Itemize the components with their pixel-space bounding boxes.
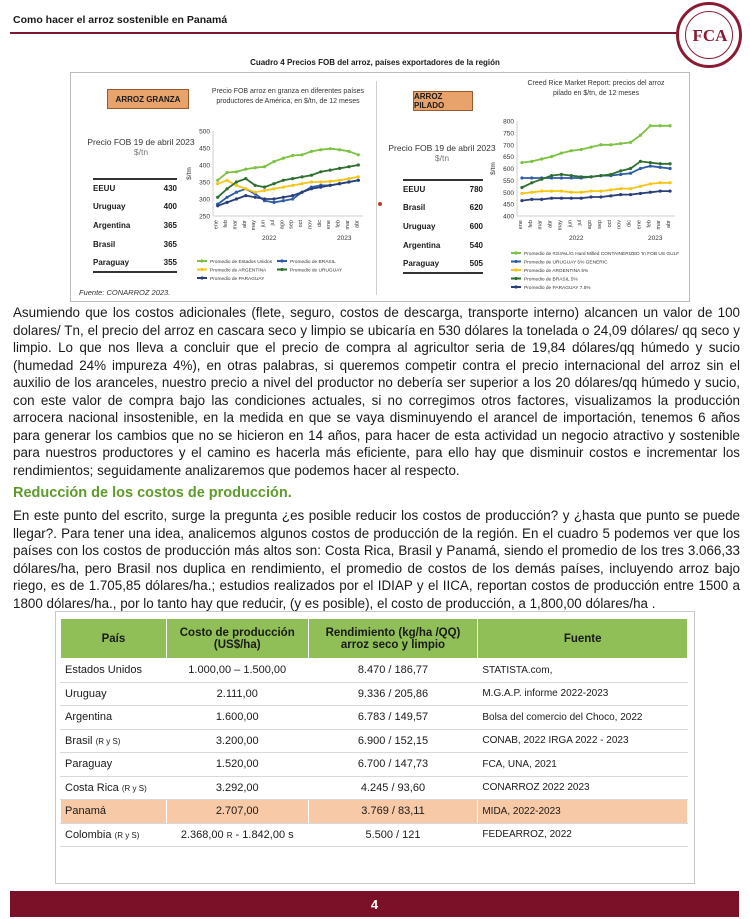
- seal-logo-text: FCA: [692, 26, 728, 45]
- data-point: [520, 176, 523, 179]
- price-country: Argentina: [93, 221, 131, 230]
- y-tick-label: 400: [199, 162, 210, 170]
- x-tick-label: ene: [636, 220, 643, 230]
- x-tick-label: jul: [269, 220, 276, 226]
- y-tick-label: 500: [199, 128, 210, 136]
- left-price-title-line1: Precio FOB 19 de abril 2023: [87, 137, 195, 147]
- y-tick-label: 600: [503, 166, 514, 173]
- cell-rend: 6.783 / 149,57: [308, 706, 478, 730]
- legend-swatch-dot: [514, 260, 517, 263]
- cell-costo: 1.520,00: [166, 753, 308, 777]
- x-tick-label: mar: [537, 220, 544, 230]
- price-value: 780: [469, 185, 483, 194]
- data-point: [550, 197, 553, 200]
- x-tick-label: dic: [626, 220, 633, 228]
- data-point: [629, 193, 632, 196]
- price-value: 620: [469, 203, 483, 212]
- data-point: [550, 174, 553, 177]
- table-row: [61, 823, 688, 847]
- x-tick-label: abr: [354, 220, 361, 228]
- y-axis-label: $/tm: [186, 167, 193, 180]
- x-tick-label: ago: [279, 220, 286, 230]
- data-point: [589, 189, 592, 192]
- x-tick-label: feb: [223, 220, 230, 228]
- data-point: [560, 173, 563, 176]
- data-point: [520, 199, 523, 202]
- pais-name: Argentina: [65, 711, 113, 724]
- x-tick-label: sep: [596, 220, 603, 229]
- data-point: [570, 174, 573, 177]
- legend-label: Promedio de URUGUAY 5% GENERIC: [524, 260, 608, 266]
- costo-extra: R: [226, 830, 233, 840]
- data-point: [659, 181, 662, 184]
- data-point: [530, 191, 533, 194]
- x-tick-label: nov: [307, 220, 314, 229]
- table-row: [61, 729, 688, 753]
- x-tick-label: may: [251, 220, 258, 231]
- price-value: 365: [163, 240, 177, 249]
- price-country: EEUU: [403, 185, 426, 194]
- data-point: [639, 167, 642, 170]
- cell-fuente: STATISTA.com,: [478, 659, 688, 683]
- pais-name: Costa Rica: [65, 781, 119, 794]
- y-tick-label: 300: [199, 196, 210, 204]
- table-row: [61, 776, 688, 800]
- x-tick-label: ene: [517, 220, 524, 230]
- costo-value: 2.368,00: [180, 828, 224, 841]
- data-point: [629, 172, 632, 175]
- data-point: [570, 149, 573, 152]
- cell-rend: 6.900 / 152,15: [308, 729, 478, 753]
- cell-pais: [61, 706, 167, 730]
- data-point: [580, 191, 583, 194]
- seal-inner-ring: [685, 11, 733, 59]
- price-value: 355: [163, 258, 177, 267]
- cell-rend: 5.500 / 121: [308, 823, 478, 847]
- legend-label: Promedio de ARGENTINA: [210, 268, 267, 274]
- x-tick-label: abr: [666, 220, 673, 228]
- page-number: 4: [370, 896, 379, 912]
- paragraph-costos-produccion: En este punto del escrito, surge la pregunta ¿es posible reducir los costos de producción? y ¿hasta que punto se puede llegar?. Para tener una idea, analicemos algunos costos de producción de la región. En el cuadro 5 podemos ver que los países con los costos de producción más altos son: Costa Rica, Brasil y Panamá, siendo el promedio de los tres 3.066,33 dólares/ha, pero Brasil nos duplica en rendimiento, el promedio de costos de los demás países, incluyendo arroz bajo riego, es de 1.705,85 dólares/ha.; estudios realizados por el IDIAP y el IICA, reportan costos de producción entre 1500 a 1800 dólares/ha., por lo tanto hay que reducir, (y es posible), el costo de producción, a 1,800,00 dólares/ha .: [13, 508, 740, 611]
- x-tick-label: mar: [656, 220, 663, 230]
- x-tick-label: abr: [241, 220, 248, 228]
- x-year-label: 2022: [262, 235, 277, 242]
- price-country: Uruguay: [93, 202, 126, 211]
- x-tick-label: dic: [316, 220, 323, 228]
- data-point: [639, 185, 642, 188]
- pais-name: Estados Unidos: [65, 664, 143, 677]
- y-tick-label: 400: [503, 213, 514, 221]
- data-point: [530, 176, 533, 179]
- costo-extra: s: [288, 828, 294, 841]
- right-price-title-line2: $/tn: [434, 153, 450, 163]
- chart-title: productores de América, en $/tn, de 12 meses: [216, 98, 360, 105]
- price-country: Paraguay: [403, 259, 440, 268]
- price-value: 600: [469, 222, 483, 231]
- data-point: [540, 157, 543, 160]
- cell-fuente: FEDEARROZ, 2022: [478, 823, 688, 847]
- cuadro4-caption: Cuadro 4 Precios FOB del arroz, países exportadores de la región: [250, 58, 500, 67]
- data-point: [570, 191, 573, 194]
- price-country: EEUU: [93, 184, 116, 193]
- pilado-price-chart: [71, 73, 691, 303]
- table-row: [61, 706, 688, 730]
- cell-pais: [61, 729, 167, 753]
- x-tick-label: feb: [335, 220, 342, 228]
- price-value: 400: [163, 202, 177, 211]
- data-point: [649, 182, 652, 185]
- data-point: [619, 193, 622, 196]
- pais-suffix: (R y S): [114, 830, 140, 840]
- cell-costo: [166, 823, 308, 847]
- legend-label: Promedio de PARAGUAY 7.5%: [524, 286, 591, 291]
- cell-fuente: Bolsa del comercio del Choco, 2022: [478, 706, 688, 730]
- data-point: [530, 160, 533, 163]
- pais-name: Colombia: [65, 828, 112, 841]
- y-tick-label: 550: [503, 177, 514, 185]
- cell-costo: 3.200,00: [166, 729, 308, 753]
- data-point: [629, 167, 632, 170]
- legend-label: Promedio de PARAGUAY: [210, 277, 265, 282]
- price-country: Brasil: [403, 203, 426, 212]
- table-row-highlighted: [61, 800, 688, 824]
- cell-costo: 2.111,00: [166, 682, 308, 706]
- price-value: 540: [469, 241, 483, 250]
- table-row: [61, 659, 688, 683]
- chart-title: Precio FOB arroz en granza en diferentes países: [211, 88, 365, 95]
- data-point: [668, 189, 671, 192]
- table-header-row: [61, 619, 688, 659]
- y-axis-label: $/tm: [490, 162, 497, 175]
- data-point: [560, 197, 563, 200]
- data-point: [560, 189, 563, 192]
- legend-swatch-dot: [514, 285, 517, 288]
- data-point: [520, 161, 523, 164]
- pais-suffix: (R y S): [95, 736, 121, 746]
- data-point: [639, 192, 642, 195]
- header-costo: Costo de producción (US$/ha): [166, 619, 308, 659]
- x-tick-label: jun: [260, 220, 267, 228]
- price-country: Brasil: [93, 240, 116, 249]
- data-point: [520, 186, 523, 189]
- x-tick-label: nov: [616, 220, 623, 229]
- data-point: [520, 192, 523, 195]
- data-point: [649, 191, 652, 194]
- data-point: [668, 181, 671, 184]
- cell-fuente: FCA, UNA, 2021: [478, 753, 688, 777]
- data-point: [619, 173, 622, 176]
- x-tick-label: may: [557, 220, 564, 231]
- legend-label: Promedio de #2/4%L/G Hard Milled CONTAINERIZED 'tn FOB US GULF: [524, 252, 680, 257]
- x-tick-label: abr: [547, 220, 554, 228]
- y-tick-label: 650: [503, 154, 514, 162]
- data-point: [668, 124, 671, 127]
- data-point: [659, 162, 662, 165]
- chart-title: pilado en $/tn, de 12 meses: [552, 90, 640, 97]
- data-point: [580, 197, 583, 200]
- cell-costo: 1.600,00: [166, 706, 308, 730]
- price-value: 505: [469, 259, 483, 268]
- legend-label: Promedio de Estados Unidos: [210, 260, 273, 265]
- data-point: [560, 176, 563, 179]
- legend-label: Promedio de BRASIL 5%: [524, 277, 578, 283]
- y-tick-label: 500: [503, 189, 514, 197]
- series-line: [522, 191, 670, 201]
- y-tick-label: 450: [503, 201, 514, 209]
- y-tick-label: 250: [199, 213, 210, 221]
- data-point: [629, 187, 632, 190]
- price-value: 430: [163, 184, 177, 193]
- data-point: [668, 167, 671, 170]
- pais-name: Paraguay: [65, 758, 113, 771]
- legend-swatch-dot: [514, 251, 517, 254]
- price-country: Uruguay: [403, 222, 436, 231]
- cell-pais: [61, 753, 167, 777]
- header-rule: [10, 32, 678, 34]
- cell-rend: 6.700 / 147,73: [308, 753, 478, 777]
- cell-pais: [61, 682, 167, 706]
- series-line: [522, 126, 670, 163]
- cuadro4-figure: [70, 72, 690, 302]
- cell-rend: 4.245 / 93,60: [308, 776, 478, 800]
- x-tick-label: feb: [646, 220, 653, 228]
- legend-swatch-dot: [514, 277, 517, 280]
- legend-label: Promedio de URUGUAY: [290, 268, 343, 274]
- pais-name: Uruguay: [65, 687, 107, 700]
- data-point: [589, 175, 592, 178]
- data-point: [599, 143, 602, 146]
- x-tick-label: sep: [288, 220, 295, 229]
- cell-pais: [61, 776, 167, 800]
- pais-name: Panamá: [65, 805, 106, 818]
- data-point: [580, 148, 583, 151]
- cuadro5-table: [60, 618, 688, 847]
- running-header-title: Como hacer el arroz sostenible en Panamá: [13, 14, 228, 26]
- data-point: [589, 146, 592, 149]
- header-fuente: Fuente: [478, 619, 688, 659]
- data-point: [668, 162, 671, 165]
- data-point: [609, 188, 612, 191]
- pais-suffix: (R y S): [121, 783, 147, 793]
- data-point: [570, 197, 573, 200]
- cell-pais: [61, 823, 167, 847]
- right-price-title-line1: Precio FOB 19 de abril 2023: [388, 143, 496, 153]
- legend-label: Promedio de ARGENTINA 5%: [524, 269, 589, 274]
- costo-extra: - 1.842,00: [235, 828, 286, 841]
- data-point: [659, 124, 662, 127]
- x-tick-label: ene: [326, 220, 333, 230]
- x-tick-label: mar: [344, 220, 351, 230]
- section-heading-reduccion: Reducción de los costos de producción.: [13, 485, 292, 501]
- data-point: [530, 198, 533, 201]
- arroz-pilado-tag: ARROZ PILADO: [413, 91, 473, 111]
- x-tick-label: jun: [567, 220, 574, 228]
- cell-rend: 9.336 / 205,86: [308, 682, 478, 706]
- data-point: [649, 124, 652, 127]
- x-year-label: 2023: [337, 235, 352, 242]
- left-price-title-line2: $/tn: [133, 147, 149, 157]
- x-tick-label: ene: [213, 220, 220, 230]
- x-tick-label: mar: [232, 220, 239, 230]
- header-rendimiento: Rendimiento (kg/ha /QQ) arroz seco y limpio: [308, 619, 478, 659]
- data-point: [580, 175, 583, 178]
- cell-pais: [61, 659, 167, 683]
- x-year-label: 2022: [569, 235, 584, 242]
- price-country: Paraguay: [93, 258, 130, 267]
- x-tick-label: feb: [527, 220, 534, 228]
- cell-costo: 2.707,00: [166, 800, 308, 824]
- y-tick-label: 450: [199, 145, 210, 153]
- cell-rend: 3.769 / 83,11: [308, 800, 478, 824]
- data-point: [639, 134, 642, 137]
- data-point: [550, 155, 553, 158]
- y-tick-label: 700: [503, 142, 514, 150]
- legend-label: Promedio de BRASIL: [290, 260, 336, 265]
- cell-fuente: MIDA, 2022-2023: [478, 800, 688, 824]
- x-tick-label: oct: [298, 220, 305, 228]
- y-tick-label: 350: [199, 179, 210, 187]
- cell-fuente: M.G.A.P. informe 2022-2023: [478, 682, 688, 706]
- data-point: [530, 181, 533, 184]
- data-point: [540, 198, 543, 201]
- cell-fuente: CONARROZ 2022 2023: [478, 776, 688, 800]
- header-pais: País: [61, 619, 167, 659]
- y-tick-label: 750: [503, 130, 514, 138]
- page-footer: [10, 891, 739, 917]
- price-value: 365: [163, 221, 177, 230]
- cell-rend: 8.470 / 186,77: [308, 659, 478, 683]
- pais-name: Brasil: [65, 734, 93, 747]
- x-tick-label: oct: [606, 220, 613, 228]
- data-point: [639, 160, 642, 163]
- data-point: [540, 178, 543, 181]
- data-point: [599, 195, 602, 198]
- data-point: [599, 189, 602, 192]
- y-tick-label: 800: [503, 118, 514, 126]
- data-point: [619, 142, 622, 145]
- data-point: [659, 166, 662, 169]
- data-point: [540, 189, 543, 192]
- price-country: Argentina: [403, 241, 441, 250]
- data-point: [609, 173, 612, 176]
- legend-swatch-dot: [514, 268, 517, 271]
- cell-pais: [61, 800, 167, 824]
- data-point: [619, 169, 622, 172]
- chart-title: Creed Rice Market Report: precios del arroz: [527, 80, 665, 87]
- cell-costo: 1.000,00 – 1.500,00: [166, 659, 308, 683]
- table-row: [61, 753, 688, 777]
- data-point: [550, 189, 553, 192]
- data-point: [589, 195, 592, 198]
- data-point: [659, 189, 662, 192]
- data-point: [609, 194, 612, 197]
- data-point: [649, 165, 652, 168]
- arroz-granza-tag: ARROZ GRANZA: [107, 89, 189, 109]
- data-point: [629, 141, 632, 144]
- x-tick-label: ago: [587, 220, 594, 230]
- cuadro5-table-frame: [55, 611, 695, 884]
- cell-fuente: CONAB, 2022 IRGA 2022 - 2023: [478, 729, 688, 753]
- data-point: [599, 174, 602, 177]
- cell-costo: 3.292,00: [166, 776, 308, 800]
- table-row: [61, 682, 688, 706]
- data-point: [609, 143, 612, 146]
- data-point: [560, 151, 563, 154]
- data-point: [619, 187, 622, 190]
- data-point: [649, 161, 652, 164]
- x-year-label: 2023: [648, 235, 663, 242]
- paragraph-costos-adicionales: Asumiendo que los costos adicionales (flete, seguro, costos de descarga, transporte interno) alcancen un valor de 100 dolares/ Tn, el precio del arroz en cascara seco y limpio se ubicaría en 530 dólares la tonelada o 24,09 dólares/ qq seco y limpio. Lo que nos lleva a concluir que el precio de compra al agricultor seria de 19,84 dólares/qq húmedo y sucio (humedad 24% impureza 4%), en otras palabras, si queremos competir contra el precio internacional del arroz sin el auxilio de los aranceles, nuestro precio a nivel del productor no debería ser superior a los 20 dólares/qq húmedo y sucio, con este valor de compra bajo las condiciones actuales, si no corregimos otros factores, visualizamos la producción arrocera nacional insostenible, en la medida en que se vaya disminuyendo el arancel de importación, tenemos 6 años para generar los cambios que no se hicieron en 14 años, para hacer de esta actividad un negocio atractivo y sostenible para nuestros productores y el camino es hacerla más eficiente, para ello hay que disminuir costos e incrementar los rendimientos; seguidamente analizaremos que podemos hacer al respecto.: [13, 305, 740, 478]
- figure-source: Fuente: CONARROZ 2023.: [79, 288, 171, 297]
- x-tick-label: jul: [577, 220, 584, 226]
